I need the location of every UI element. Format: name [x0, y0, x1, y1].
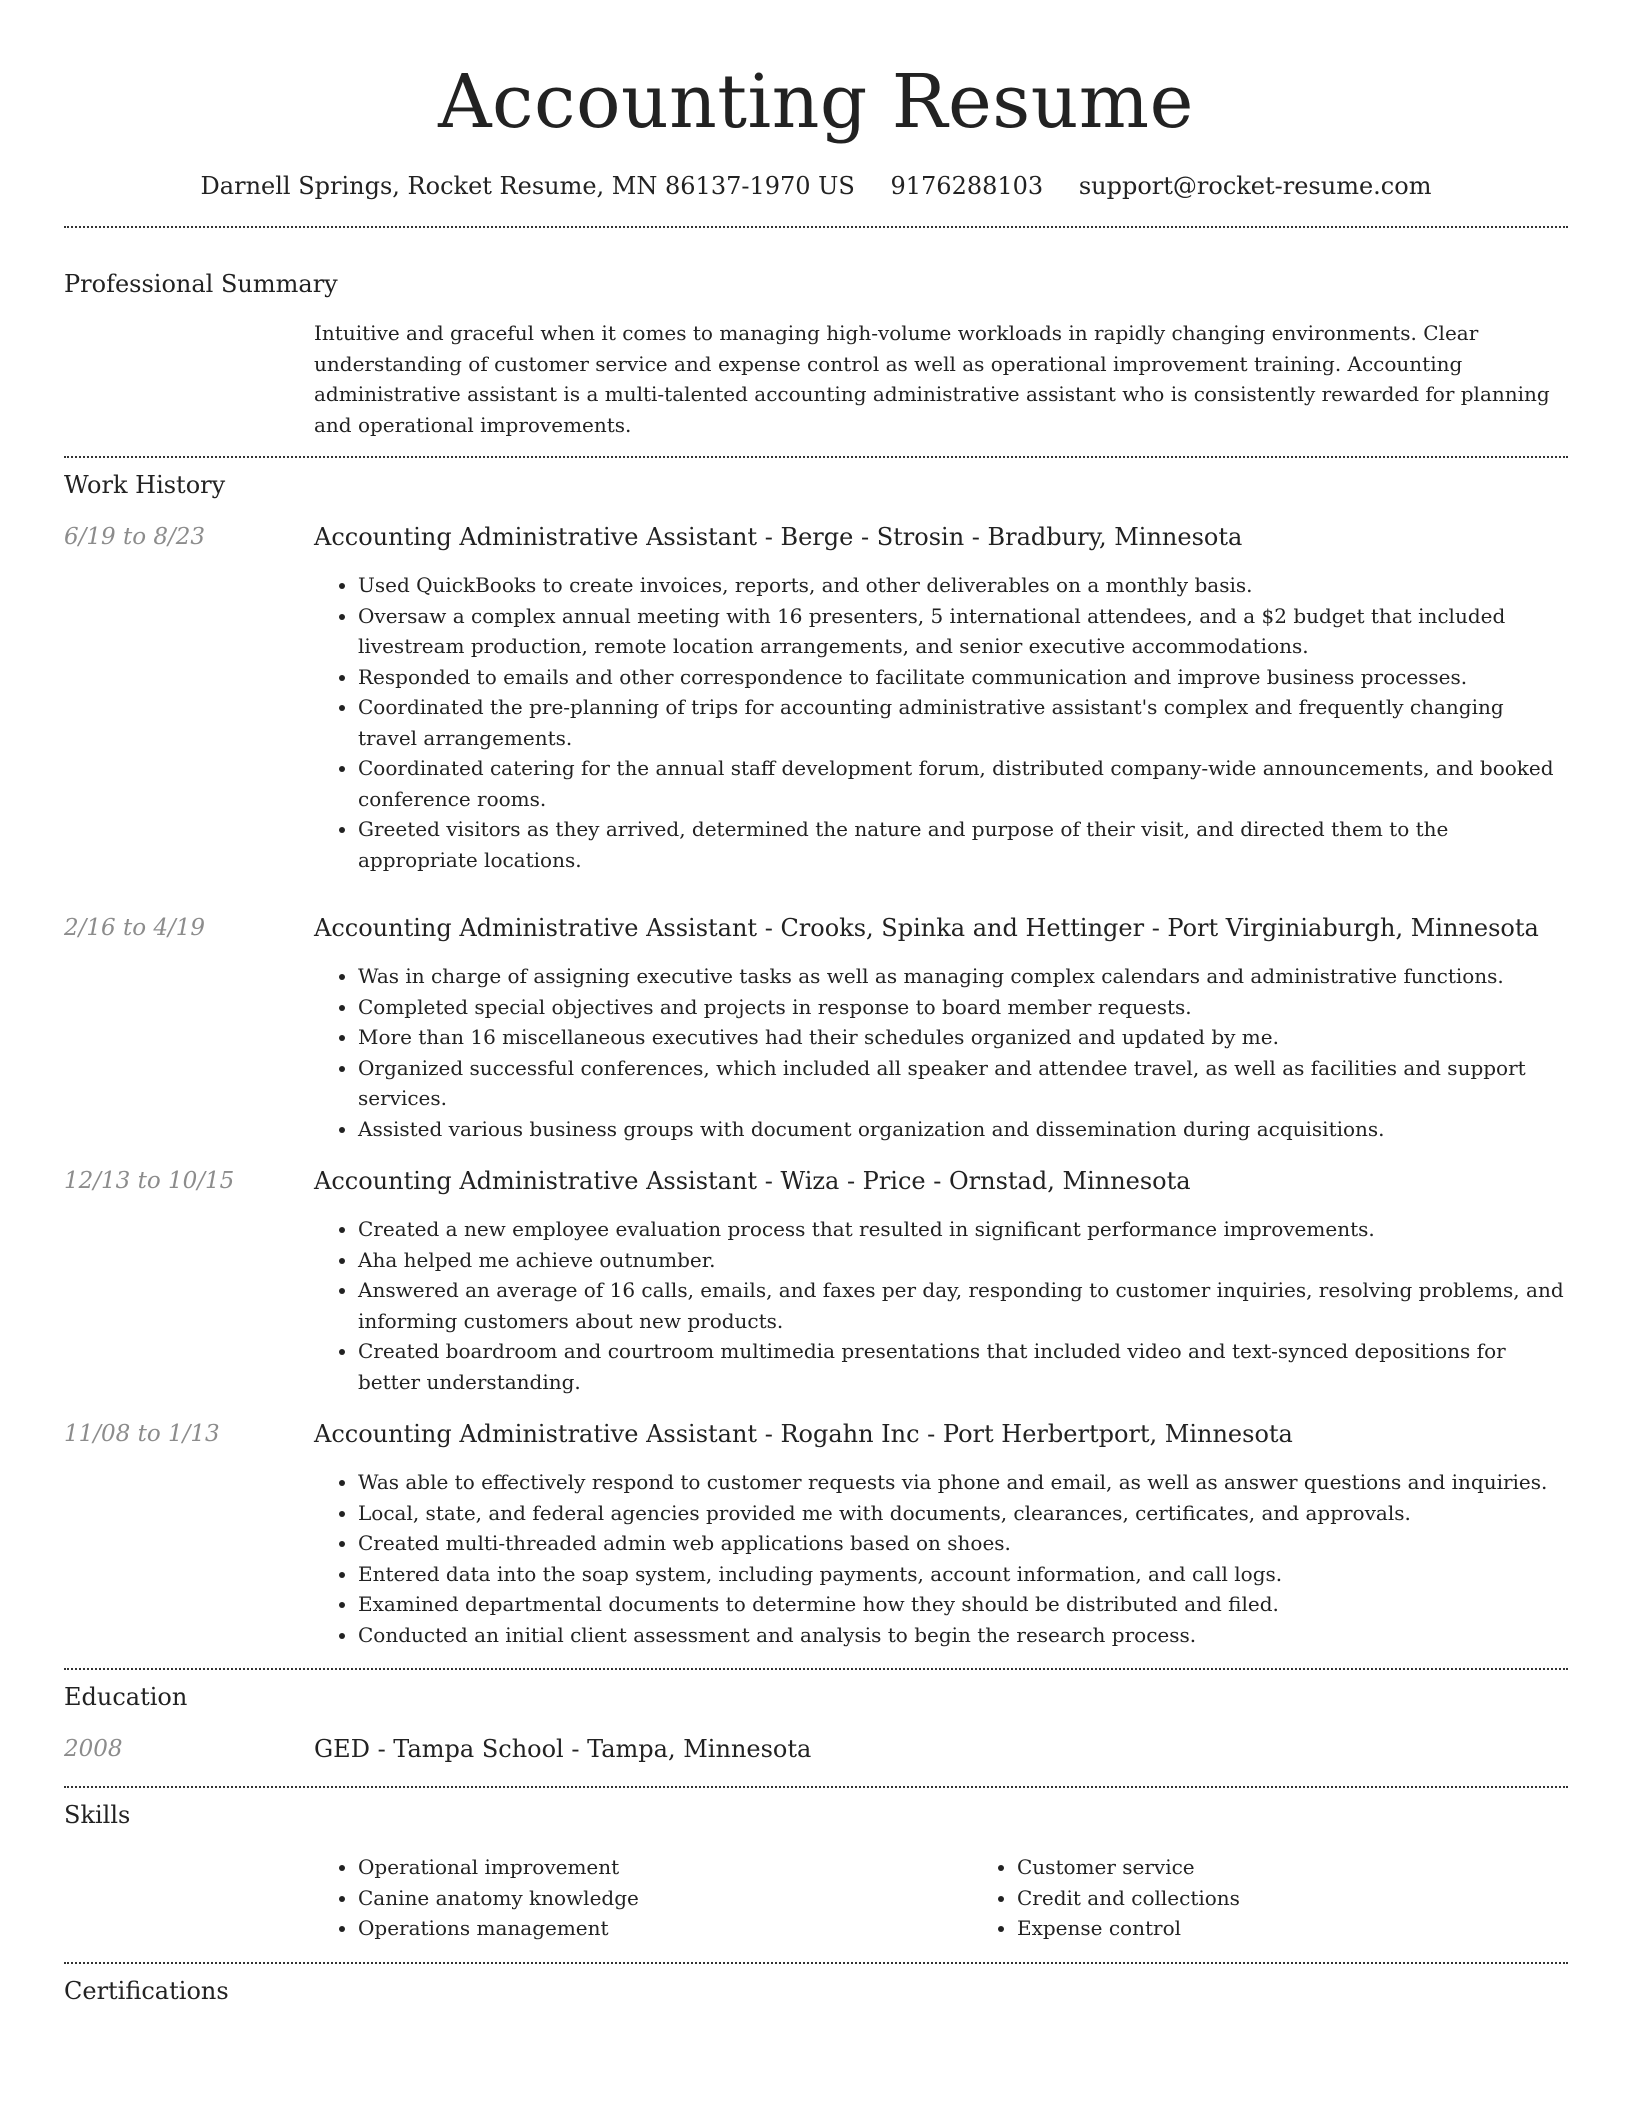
divider	[64, 456, 1568, 458]
section-heading-certifications: Certifications	[64, 1976, 229, 2005]
divider	[64, 1786, 1568, 1788]
job-details	[314, 1419, 1568, 1650]
job-details	[314, 913, 1568, 1144]
job-details	[314, 1166, 1568, 1397]
divider	[64, 1668, 1568, 1670]
summary-row	[64, 318, 1568, 440]
list-item: • Credit and collections	[1017, 1883, 1632, 1914]
list-item: • More than 16 miscellaneous executives had their schedules organized and updated by me.	[358, 1022, 1568, 1053]
skills-list-left	[314, 1852, 973, 1944]
job-bullets	[314, 961, 1568, 1144]
list-item: • Created a new employee evaluation process that resulted in significant performance improvements.	[358, 1214, 1568, 1245]
list-item: • Coordinated the pre-planning of trips for accounting administrative assistant's complex and frequently changing travel arrangements.	[358, 692, 1568, 753]
list-item: • Operations management	[358, 1913, 973, 1944]
list-item: • Local, state, and federal agencies provided me with documents, clearances, certificates, and approvals.	[358, 1498, 1568, 1529]
job-bullets	[314, 1214, 1568, 1397]
job-dates: 2/16 to 4/19	[64, 915, 206, 941]
job-bullets	[314, 570, 1568, 875]
job-dates: 6/19 to 8/23	[64, 524, 206, 550]
job-dates: 12/13 to 10/15	[64, 1168, 235, 1194]
list-item: • Was able to effectively respond to customer requests via phone and email, as well as answer questions and inquiries.	[358, 1467, 1568, 1498]
education-year: 2008	[64, 1736, 123, 1762]
list-item: • Used QuickBooks to create invoices, reports, and other deliverables on a monthly basis.	[358, 570, 1568, 601]
list-item: • Completed special objectives and projects in response to board member requests.	[358, 992, 1568, 1023]
skills-list-right	[973, 1852, 1632, 1944]
list-item: • Greeted visitors as they arrived, determined the nature and purpose of their visit, and directed them to the appropriate locations.	[358, 814, 1568, 875]
list-item: • Responded to emails and other correspondence to facilitate communication and improve business processes.	[358, 662, 1568, 693]
list-item: • Aha helped me achieve outnumber.	[358, 1245, 1568, 1276]
list-item: • Customer service	[1017, 1852, 1632, 1883]
divider	[64, 226, 1568, 228]
list-item: • Operational improvement	[358, 1852, 973, 1883]
list-item: • Entered data into the soap system, including payments, account information, and call logs.	[358, 1559, 1568, 1590]
list-item: • Created multi-threaded admin web applications based on shoes.	[358, 1528, 1568, 1559]
job-entry	[64, 522, 1568, 875]
job-entry	[64, 1419, 1568, 1650]
section-heading-work-history: Work History	[64, 471, 226, 499]
contact-line	[64, 170, 1568, 202]
list-item: • Assisted various business groups with document organization and dissemination during acquisitions.	[358, 1114, 1568, 1145]
list-item: • Canine anatomy knowledge	[358, 1883, 973, 1914]
list-item: • Oversaw a complex annual meeting with 16 presenters, 5 international attendees, and a $2 budget that included livestream production, remote location arrangements, and senior executive accommodations.	[358, 601, 1568, 662]
list-item: • Expense control	[1017, 1913, 1632, 1944]
list-item: • Examined departmental documents to determine how they should be distributed and filed.	[358, 1589, 1568, 1620]
job-details	[314, 522, 1568, 875]
divider	[64, 1962, 1568, 1964]
job-entry	[64, 1166, 1568, 1397]
section-heading-education: Education	[64, 1683, 188, 1711]
list-item: • Was in charge of assigning executive tasks as well as managing complex calendars and administrative functions.	[358, 961, 1568, 992]
resume-title: Accounting Resume	[438, 59, 1194, 145]
contact-address: Darnell Springs, Rocket Resume, MN 86137-1970 US	[200, 172, 855, 200]
job-title: Accounting Administrative Assistant - Rogahn Inc - Port Herbertport, Minnesota	[314, 1420, 1293, 1448]
job-entry	[64, 913, 1568, 1144]
list-item: • Coordinated catering for the annual staff development forum, distributed company-wide announcements, and booked conference rooms.	[358, 753, 1568, 814]
list-item: • Organized successful conferences, which included all speaker and attendee travel, as well as facilities and support services.	[358, 1053, 1568, 1114]
contact-email: support@rocket-resume.com	[1078, 172, 1432, 200]
job-bullets	[314, 1467, 1568, 1650]
job-title: Accounting Administrative Assistant - Wiza - Price - Ornstad, Minnesota	[314, 1167, 1191, 1195]
list-item: • Conducted an initial client assessment and analysis to begin the research process.	[358, 1620, 1568, 1651]
education-entry	[64, 1734, 1568, 1764]
education-details: GED - Tampa School - Tampa, Minnesota	[314, 1735, 812, 1763]
job-title: Accounting Administrative Assistant - Berge - Strosin - Bradbury, Minnesota	[314, 523, 1243, 551]
summary-text: Intuitive and graceful when it comes to managing high-volume workloads in rapidly changing environments. Clear understanding of customer service and expense control as well as operational improvement training. Accounting administrative assistant is a multi-talented accounting administrative assistant who is consistently rewarded for planning and operational improvements.	[314, 321, 1550, 437]
job-dates: 11/08 to 1/13	[64, 1421, 220, 1447]
skills-row	[64, 1852, 1568, 1944]
skills-columns	[314, 1852, 1632, 1944]
list-item: • Created boardroom and courtroom multimedia presentations that included video and text-synced depositions for better understanding.	[358, 1336, 1568, 1397]
contact-phone: 9176288103	[890, 172, 1044, 200]
list-item: • Answered an average of 16 calls, emails, and faxes per day, responding to customer inquiries, resolving problems, and informing customers about new products.	[358, 1275, 1568, 1336]
section-heading-skills: Skills	[64, 1801, 131, 1829]
job-title: Accounting Administrative Assistant - Crooks, Spinka and Hettinger - Port Virginiaburgh, Minnesota	[314, 914, 1539, 942]
section-heading-summary: Professional Summary	[64, 270, 338, 298]
resume-page	[64, 0, 1568, 2008]
